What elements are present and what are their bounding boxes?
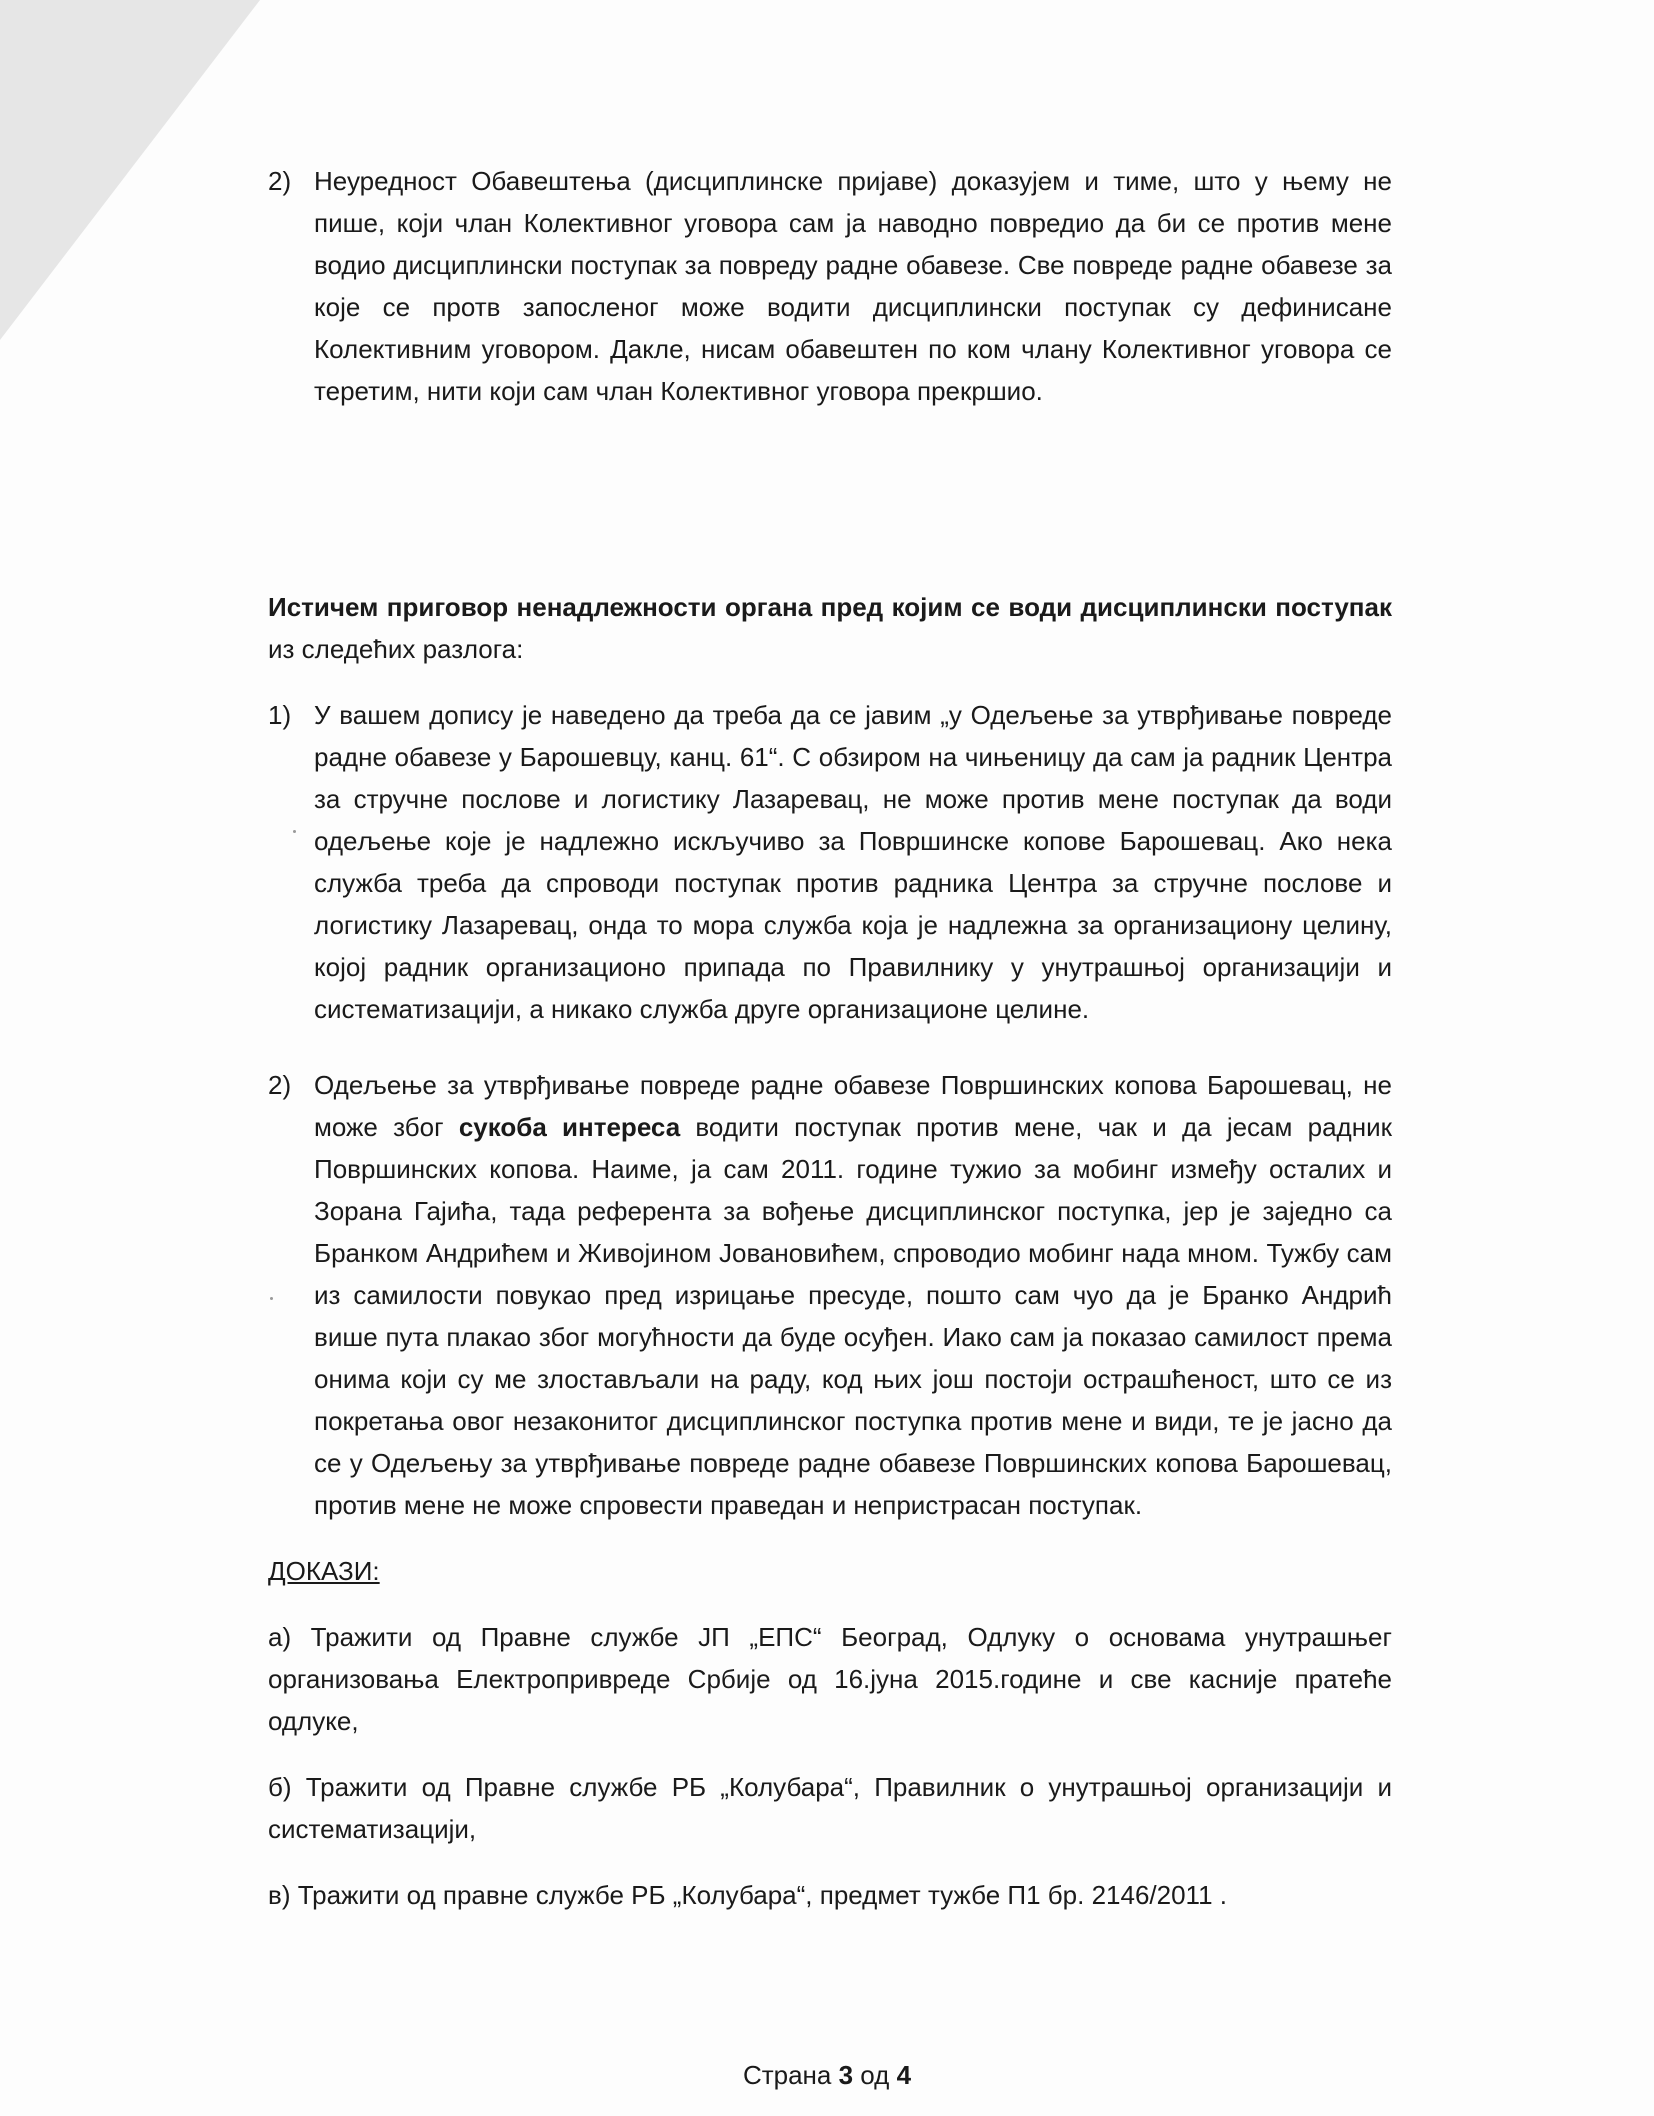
scan-corner-shadow xyxy=(0,0,260,340)
footer-prefix: Страна xyxy=(742,2060,839,2090)
evidence-item-b: б) Тражити од Правне службе РБ „Колубара“, Правилник о унутрашњој организацији и систематизацији, xyxy=(268,1772,1392,1844)
list-item xyxy=(268,1064,1392,1526)
objection-intro xyxy=(268,586,1392,670)
item-text-part: Одељење за утврђивање повреде радне обавезе Површинских копова Барошевац, не може због xyxy=(314,1070,1392,1142)
footer-page-number: 3 xyxy=(838,2060,854,2090)
item-number: 2) xyxy=(268,1070,292,1100)
scan-speck xyxy=(270,1297,273,1300)
footer-middle: од xyxy=(853,2060,897,2090)
item-number: 1) xyxy=(268,700,292,730)
objection-intro-bold: Истичем приговор ненадлежности органа пред којим се води дисциплински поступак xyxy=(268,592,1392,622)
evidence-item-c: в) Тражити од правне службе РБ „Колубара“, предмет тужбе П1 бр. 2146/2011 . xyxy=(268,1880,1227,1910)
item-text-bold: сукоба интереса xyxy=(458,1112,681,1142)
item-number: 2) xyxy=(268,166,292,196)
page-footer xyxy=(0,2060,1654,2091)
objection-intro-rest: из следећих разлога: xyxy=(268,634,524,664)
list-item xyxy=(268,160,1392,412)
evidence-item-a: а) Тражити од Правне службе ЈП „ЕПС“ Београд, Одлуку о основама унутрашњег организовања Електропривреде Србије од 16.јуна 2015.године и све касније пратеће одлуке, xyxy=(268,1622,1392,1736)
item-text xyxy=(314,1064,1392,1526)
item-text-part: водити поступак против мене, чак и да јесам радник Површинских копова. Наиме, ја сам 2011. године тужио за мобинг између осталих и Зорана Гајића, тада референта за вођење дисциплинског поступка, јер је заједно са Бранком Андрићем и Живојином Јовановићем, спроводио мобинг нада мном. Тужбу сам из самилости повукао пред изрицање пресуде, пошто сам чуо да је Бранко Андрић више пута плакао због могућности да буде осуђен. Иако сам ја показао самилост према онима који су ме злостављали на раду, код њих још постоји острашћеност, што се из покретања овог незаконитог дисциплинског поступка против мене и види, те је јасно да се у Одељењу за утврђивање повреде радне обавезе Површинских копова Барошевац, против мене не може спровести праведан и непристрасан поступак. xyxy=(314,1112,1392,1520)
evidence-heading: ДОКАЗИ: xyxy=(268,1556,380,1586)
list-item xyxy=(268,694,1392,1030)
footer-total-pages: 4 xyxy=(896,2060,912,2090)
item-text: Неуредност Обавештења (дисциплинске пријаве) доказујем и тиме, што у њему не пише, који члан Колективног уговора сам ја наводно повредио да би се против мене водио дисциплински поступак за повреду радне обавезе. Све повреде радне обавезе за које се протв запосленог може водити дисциплински поступак су дефинисане Колективним уговором. Дакле, нисам обавештен по ком члану Колективног уговора се теретим, нити који сам члан Колективног уговора прекршио. xyxy=(314,166,1392,406)
document-body xyxy=(268,160,1392,1916)
item-text: У вашем допису је наведено да треба да се јавим „у Одељење за утврђивање повреде радне обавезе у Барошевцу, канц. 61“. С обзиром на чињеницу да сам ја радник Центра за стручне послове и логистику Лазаревац, не може против мене поступак да води одељење које је надлежно искључиво за Површинске копове Барошевац. Ако нека служба треба да спроводи поступак против радника Центра за стручне послове и логистику Лазаревац, онда то мора служба која је надлежна за организациону целину, којој радник организационо припада по Правилнику у унутрашњој организацији и систематизацији, а никако служба друге организационе целине. xyxy=(314,700,1392,1024)
scan-speck xyxy=(293,830,296,833)
